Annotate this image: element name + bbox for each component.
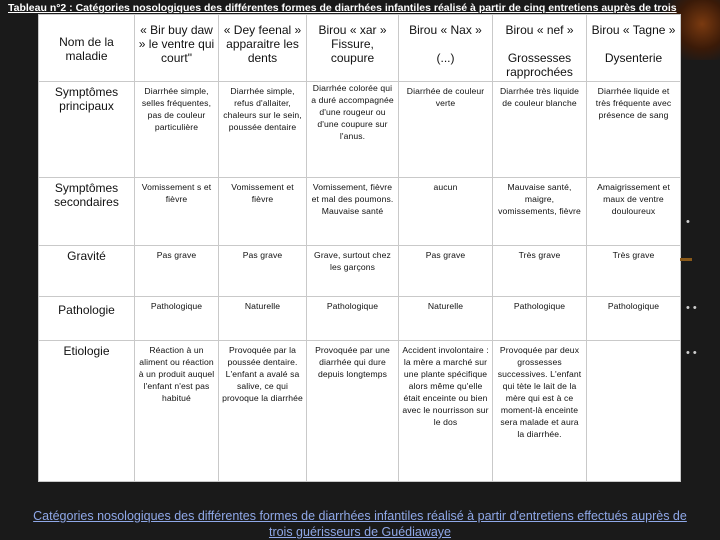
table-cell: Diarrhée colorée qui a duré accompagnée d'une rougeur ou d'une coupure sur l'anus.: [307, 82, 399, 178]
table-cell: Vomissement, fièvre et mal des poumons. Mauvaise santé: [307, 178, 399, 246]
side-bullet: •: [686, 216, 690, 228]
table-cell: Pathologique: [307, 297, 399, 341]
side-bullet: • •: [686, 302, 697, 314]
table-cell: Vomissement s et fièvre: [135, 178, 219, 246]
table-cell: Pathologique: [493, 297, 587, 341]
side-accent: [680, 258, 692, 261]
table-row: [39, 297, 681, 341]
table-cell: aucun: [399, 178, 493, 246]
table-row: [39, 341, 681, 482]
table-cell: Très grave: [493, 246, 587, 297]
header-cell-bir-buy-daw: « Bir buy daw » le ventre qui court": [135, 15, 219, 82]
table-cell: Amaigrissement et maux de ventre douloureux: [587, 178, 681, 246]
header-cell-birou-xar: Birou « xar » Fissure, coupure: [307, 15, 399, 82]
nosology-table: [38, 14, 681, 482]
table-cell: Pathologique: [587, 297, 681, 341]
table-cell: Mauvaise santé, maigre, vomissements, fièvre: [493, 178, 587, 246]
table-cell: Diarrhée simple, selles fréquentes, pas de couleur particulière: [135, 82, 219, 178]
table-cell: Pas grave: [399, 246, 493, 297]
table-cell: Naturelle: [399, 297, 493, 341]
table-cell: Accident involontaire : la mère a marché sur une plante spécifique alors même qu'elle était enceinte ou bien avec le nourrisson sur le dos: [399, 341, 493, 482]
row-label: Symptômes secondaires: [39, 178, 135, 246]
table-row: [39, 82, 681, 178]
table-row: [39, 178, 681, 246]
table-cell: Naturelle: [219, 297, 307, 341]
table-cell: Provoquée par la poussée dentaire. L'enfant a avalé sa salive, ce qui provoque la diarrhée: [219, 341, 307, 482]
table-cell: Diarrhée de couleur verte: [399, 82, 493, 178]
table-cell: Diarrhée très liquide de couleur blanche: [493, 82, 587, 178]
table-cell: [587, 341, 681, 482]
table-cell: Pathologique: [135, 297, 219, 341]
table-title: Tableau n°2 : Catégories nosologiques des différentes formes de diarrhées infantiles réalisé à partir de cinq entretiens auprès de trois: [8, 2, 677, 14]
table-cell: Diarrhée liquide et très fréquente avec présence de sang: [587, 82, 681, 178]
table-cell: Vomissement et fièvre: [219, 178, 307, 246]
row-label: Pathologie: [39, 297, 135, 341]
header-cell-birou-tagne: Birou « Tagne » Dysenterie: [587, 15, 681, 82]
table-cell: Grave, surtout chez les garçons: [307, 246, 399, 297]
caption-link[interactable]: Catégories nosologiques des différentes formes de diarrhées infantiles réalisé à partir d'entretiens effectués auprès de trois guérisseurs de Guédiawaye: [33, 509, 687, 539]
header-cell-disease-name: Nom de la maladie: [39, 15, 135, 82]
row-label: Etiologie: [39, 341, 135, 482]
side-bullet: • •: [686, 347, 697, 359]
header-row: [39, 15, 681, 82]
table-cell: Très grave: [587, 246, 681, 297]
table-cell: Provoquée par deux grossesses successives. L'enfant qui tète le lait de la mère qui est à ce moment-là enceinte sera malade et aura la diarrhée.: [493, 341, 587, 482]
table-cell: Diarrhée simple, refus d'allaiter, chaleurs sur le sein, poussée dentaire: [219, 82, 307, 178]
table-cell: Pas grave: [219, 246, 307, 297]
table-cell: Provoquée par une diarrhée qui dure depuis longtemps: [307, 341, 399, 482]
header-cell-birou-nax: Birou « Nax » (...): [399, 15, 493, 82]
table-row: [39, 246, 681, 297]
row-label: Gravité: [39, 246, 135, 297]
header-cell-dey-feenal: « Dey feenal » apparaitre les dents: [219, 15, 307, 82]
table-cell: Pas grave: [135, 246, 219, 297]
header-cell-birou-nef: Birou « nef » Grossesses rapprochées: [493, 15, 587, 82]
nosology-table-container: [38, 14, 680, 481]
row-label: Symptômes principaux: [39, 82, 135, 178]
table-cell: Réaction à un aliment ou réaction à un produit auquel l'enfant n'est pas habitué: [135, 341, 219, 482]
